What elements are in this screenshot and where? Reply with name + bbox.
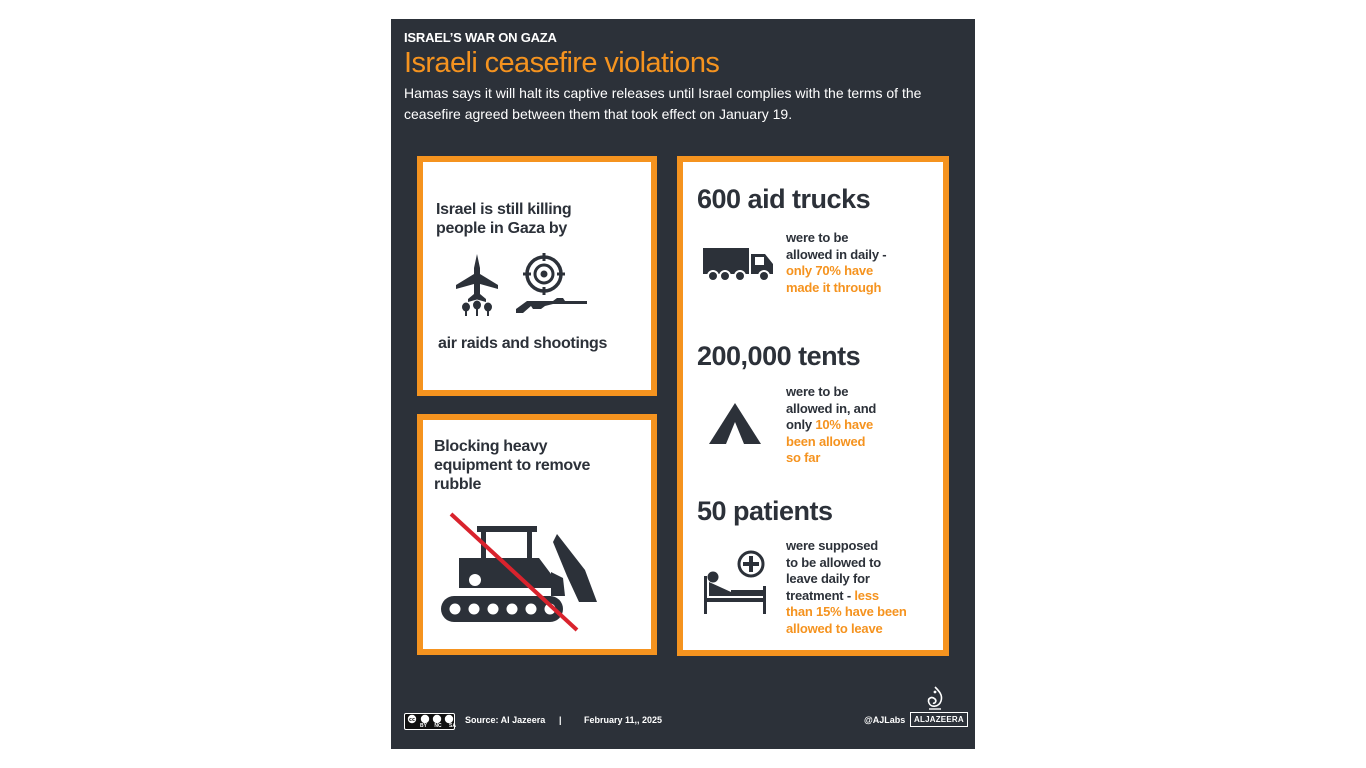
- bulldozer-crossed-icon: [439, 512, 609, 634]
- tents-highlight: been allowed: [786, 433, 866, 449]
- patients-desc-line: to be allowed to: [786, 554, 882, 570]
- svg-text:cc: cc: [409, 717, 415, 723]
- trucks-highlight: made it through: [786, 279, 882, 295]
- tents-highlight: 10% have: [815, 417, 874, 432]
- patients-desc-prefix: treatment -: [786, 587, 855, 603]
- trucks-description: [786, 230, 886, 296]
- kicker: ISRAEL’S WAR ON GAZA: [404, 30, 557, 45]
- killing-heading-line: Israel is still killing: [436, 201, 572, 218]
- aljazeera-calligraphy-logo-icon: [923, 685, 947, 711]
- aljazeera-brand: ALJAZEERA: [910, 712, 968, 727]
- tents-description: [786, 384, 876, 467]
- publish-date: February 11,, 2025: [584, 715, 663, 725]
- cc-label: BY: [420, 723, 427, 729]
- trucks-headline: 600 aid trucks: [697, 184, 871, 214]
- aid-card: [677, 156, 949, 656]
- patients-highlight: than 15% have been: [786, 604, 907, 619]
- equipment-card: [417, 414, 657, 655]
- cc-labels: [420, 723, 456, 729]
- infographic: [391, 19, 975, 749]
- patients-highlight: less: [854, 587, 879, 603]
- tents-desc-line: allowed in, and: [786, 400, 877, 416]
- patients-headline: 50 patients: [697, 496, 833, 526]
- patients-desc-line: leave daily for: [786, 571, 870, 586]
- tent-icon: [707, 402, 763, 446]
- tents-headline: 200,000 tents: [697, 341, 861, 371]
- source-label: Source: Al Jazeera: [465, 715, 546, 725]
- equipment-heading-line: equipment to remove: [434, 457, 591, 474]
- patients-desc-line: [786, 588, 907, 605]
- tents-desc-prefix: only: [786, 417, 816, 432]
- killing-heading-line: people in Gaza by: [436, 220, 567, 237]
- creative-commons-badge: [404, 713, 455, 730]
- trucks-highlight: only 70% have: [786, 263, 873, 278]
- footer-separator: |: [559, 715, 562, 725]
- equipment-heading-line: rubble: [434, 476, 482, 493]
- fighter-jet-icon: [453, 252, 501, 318]
- rifle-crosshair-icon: [513, 253, 589, 319]
- killing-card: [417, 156, 657, 396]
- patients-description: [786, 538, 907, 637]
- equipment-heading: [434, 437, 590, 494]
- page-title: Israeli ceasefire violations: [404, 47, 720, 79]
- equipment-heading-line: Blocking heavy: [434, 438, 548, 455]
- patients-highlight: allowed to leave: [786, 620, 883, 636]
- tents-desc-line: were to be: [786, 384, 849, 399]
- hospital-bed-icon: [701, 550, 771, 616]
- ajlabs-handle: @AJLabs: [864, 715, 906, 725]
- killing-heading: [436, 200, 571, 238]
- killing-caption: air raids and shootings: [438, 335, 608, 352]
- patients-desc-line: were supposed: [786, 538, 879, 553]
- footer: [391, 711, 975, 741]
- tents-desc-line: [786, 417, 876, 434]
- cc-label: SA: [449, 723, 456, 729]
- tents-highlight: so far: [786, 450, 821, 465]
- truck-icon: [703, 244, 775, 284]
- cc-label: NC: [434, 723, 442, 729]
- trucks-desc-line: allowed in daily -: [786, 246, 887, 262]
- subtitle: Hamas says it will halt its captive releases until Israel complies with the terms of the ceasefire agreed between them that took effect on January 19.: [404, 85, 922, 122]
- trucks-desc-line: were to be: [786, 230, 849, 245]
